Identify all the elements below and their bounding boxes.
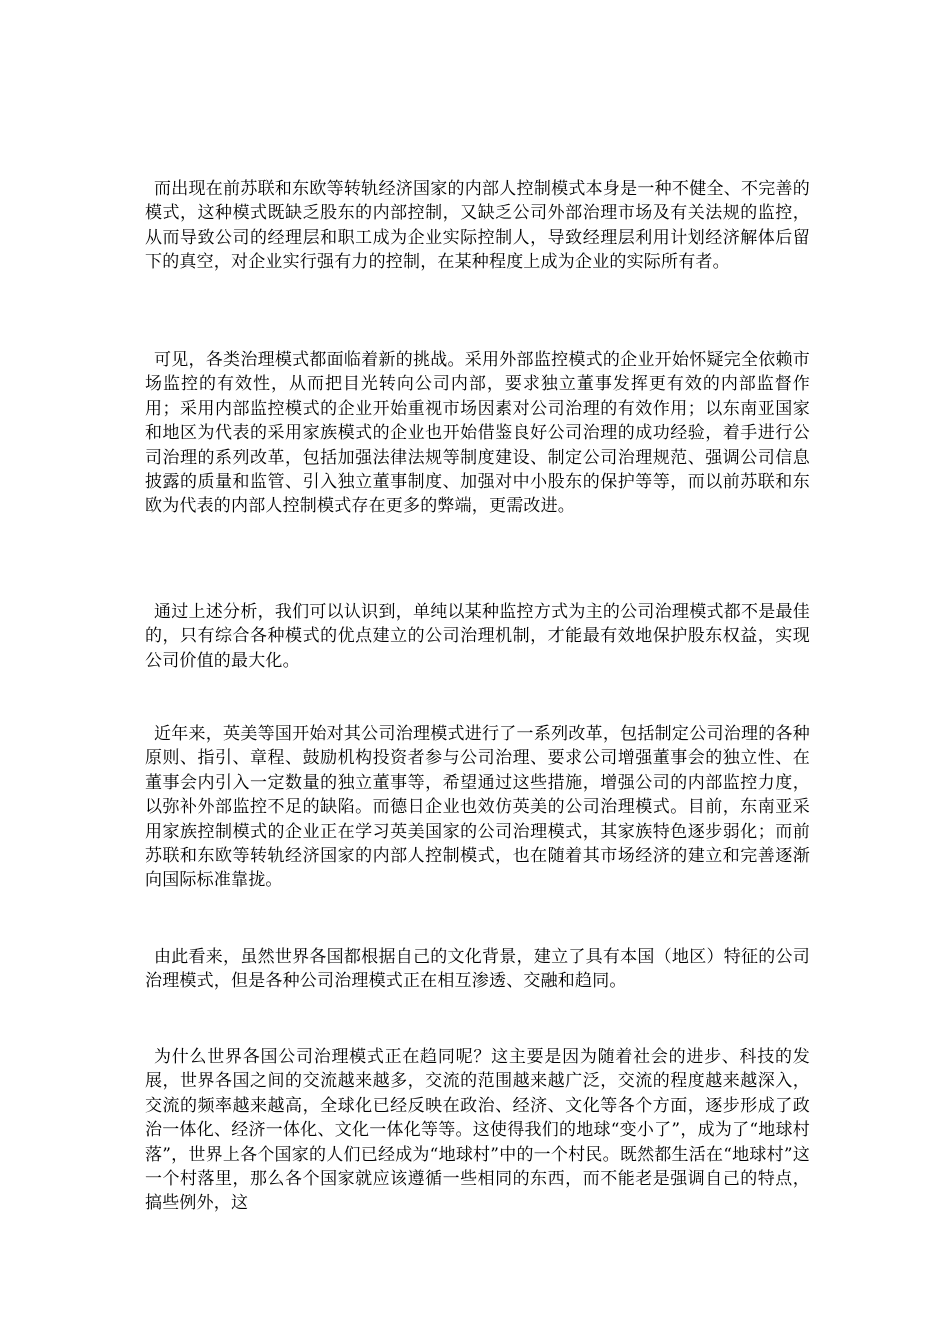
paragraph-analysis-conclusion: 通过上述分析，我们可以认识到，单纯以某种监控方式为主的公司治理模式都不是最佳的，只有综合各种模式的优点建立的公司治理机制，才能最有效地保护股东权益，实现公司价值的最大化。	[145, 602, 810, 671]
paragraph-convergence: 由此看来，虽然世界各国都根据自己的文化背景，建立了具有本国（地区）特征的公司治理模式，但是各种公司治理模式正在相互渗透、交融和趋同。	[145, 947, 810, 992]
paragraph-new-challenges: 可见，各类治理模式都面临着新的挑战。采用外部监控模式的企业开始怀疑完全依赖市场监控的有效性，从而把目光转向公司内部，要求独立董事发挥更有效的内部监督作用；采用内部监控模式的企业开始重视市场因素对公司治理的有效作用；以东南亚国家和地区为代表的采用家族模式的企业也开始借鉴良好公司治理的成功经验，着手进行公司治理的系列改革，包括加强法律法规等制度建设、制定公司治理规范、强调公司信息披露的质量和监管、引入独立董事制度、加强对中小股东的保护等等，而以前苏联和东欧为代表的内部人控制模式存在更多的弊端，更需改进。	[145, 350, 810, 517]
paragraph-insider-control: 而出现在前苏联和东欧等转轨经济国家的内部人控制模式本身是一种不健全、不完善的模式，这种模式既缺乏股东的内部控制，又缺乏公司外部治理市场及有关法规的监控，从而导致公司的经理层和职工成为企业实际控制人，导致经理层利用计划经济解体后留下的真空，对企业实行强有力的控制，在某种程度上成为企业的实际所有者。	[145, 179, 810, 273]
paragraph-recent-reforms: 近年来，英美等国开始对其公司治理模式进行了一系列改革，包括制定公司治理的各种原则、指引、章程、鼓励机构投资者参与公司治理、要求公司增强董事会的独立性、在董事会内引入一定数量的独立董事等，希望通过这些措施，增强公司的内部监控力度，以弥补外部监控不足的缺陷。而德日企业也效仿英美的公司治理模式。目前，东南亚采用家族控制模式的企业正在学习英美国家的公司治理模式，其家族特色逐步弱化；而前苏联和东欧等转轨经济国家的内部人控制模式，也在随着其市场经济的建立和完善逐渐向国际标准靠拢。	[145, 724, 810, 891]
paragraph-why-convergence: 为什么世界各国公司治理模式正在趋同呢？这主要是因为随着社会的进步、科技的发展，世界各国之间的交流越来越多，交流的范围越来越广泛，交流的程度越来越深入，交流的频率越来越高，全球化已经反映在政治、经济、文化等各个方面，逐步形成了政治一体化、经济一体化、文化一体化等等。这使得我们的地球“变小了”，成为了“地球村落”，世界上各个国家的人们已经成为“地球村”中的一个村民。既然都生活在“地球村”这一个村落里，那么各个国家就应该遵循一些相同的东西，而不能老是强调自己的特点，搞些例外，这	[145, 1047, 810, 1214]
